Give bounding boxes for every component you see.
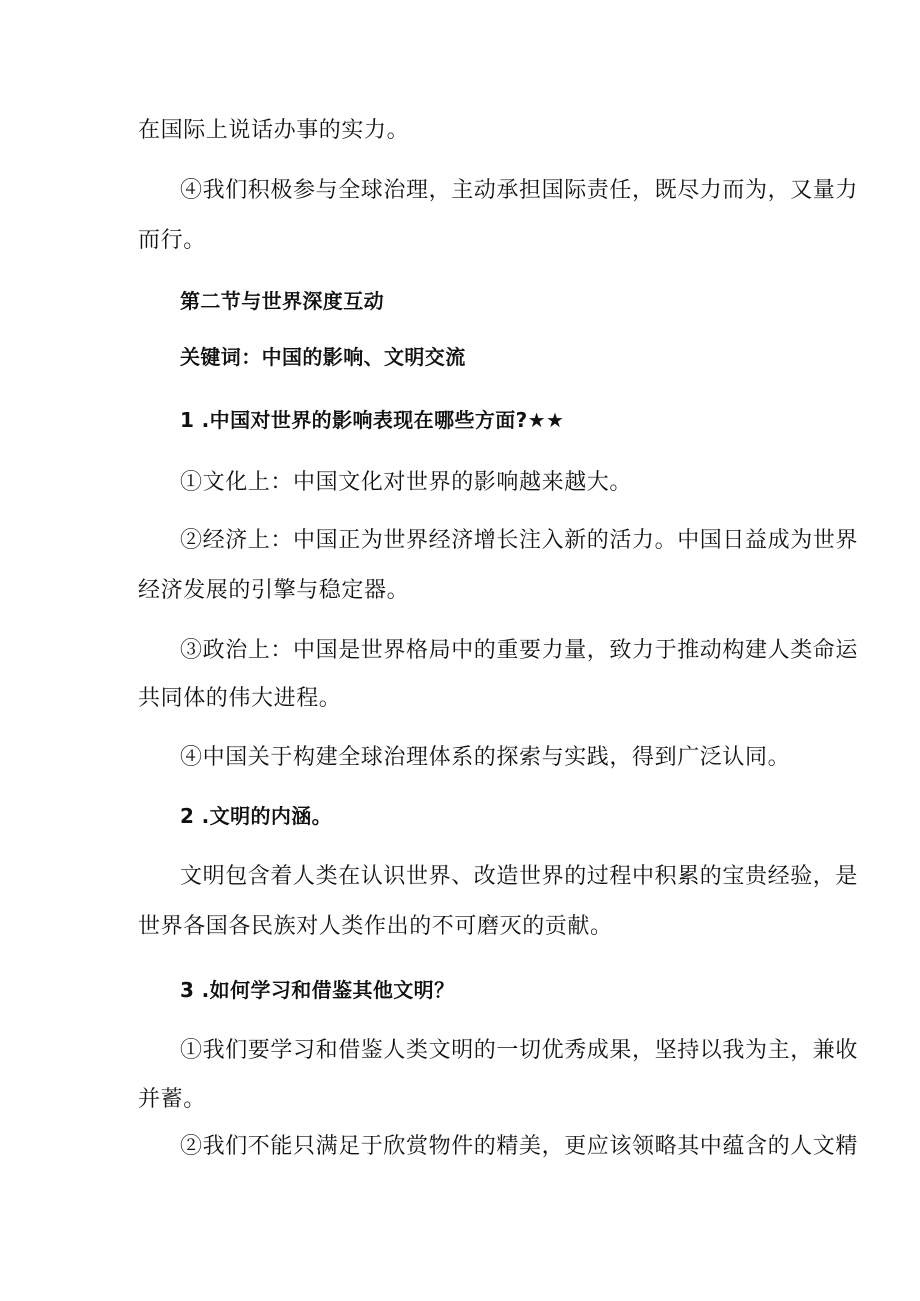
paragraph-line: 在国际上说话办事的实力。 [138, 118, 410, 143]
paragraph-line: ②经济上：中国正为世界经济增长注入新的活力。中国日益成为世界 [180, 528, 859, 553]
keywords-line: 关键词：中国的影响、文明交流 [180, 345, 466, 369]
question-heading: 2 .文明的内涵。 [180, 804, 333, 828]
paragraph-line: ②我们不能只满足于欣赏物件的精美，更应该领略其中蕴含的人文精 [180, 1134, 859, 1159]
paragraph-line: ①文化上：中国文化对世界的影响越来越大。 [180, 470, 633, 495]
paragraph-line: 经济发展的引擎与稳定器。 [138, 578, 410, 603]
question-heading: 3 .如何学习和借鉴其他文明？ [180, 978, 455, 1002]
question-heading: 1 .中国对世界的影响表现在哪些方面?★★ [180, 408, 565, 432]
paragraph-line: 文明包含着人类在认识世界、改造世界的过程中积累的宝贵经验，是 [180, 864, 859, 889]
section-title: 第二节与世界深度互动 [180, 289, 384, 313]
paragraph-line: 世界各国各民族对人类作出的不可磨灭的贡献。 [138, 914, 613, 939]
paragraph-line: 并蓄。 [138, 1087, 206, 1112]
paragraph-line: ④中国关于构建全球治理体系的探索与实践，得到广泛认同。 [180, 745, 791, 770]
paragraph-line: ①我们要学习和借鉴人类文明的一切优秀成果，坚持以我为主，兼收 [180, 1038, 859, 1063]
paragraph-line: ③政治上：中国是世界格局中的重要力量，致力于推动构建人类命运 [180, 638, 859, 663]
paragraph-line: 而行。 [138, 228, 206, 253]
paragraph-line: ④我们积极参与全球治理，主动承担国际责任，既尽力而为，又量力 [180, 178, 859, 203]
paragraph-line: 共同体的伟大进程。 [138, 686, 342, 711]
